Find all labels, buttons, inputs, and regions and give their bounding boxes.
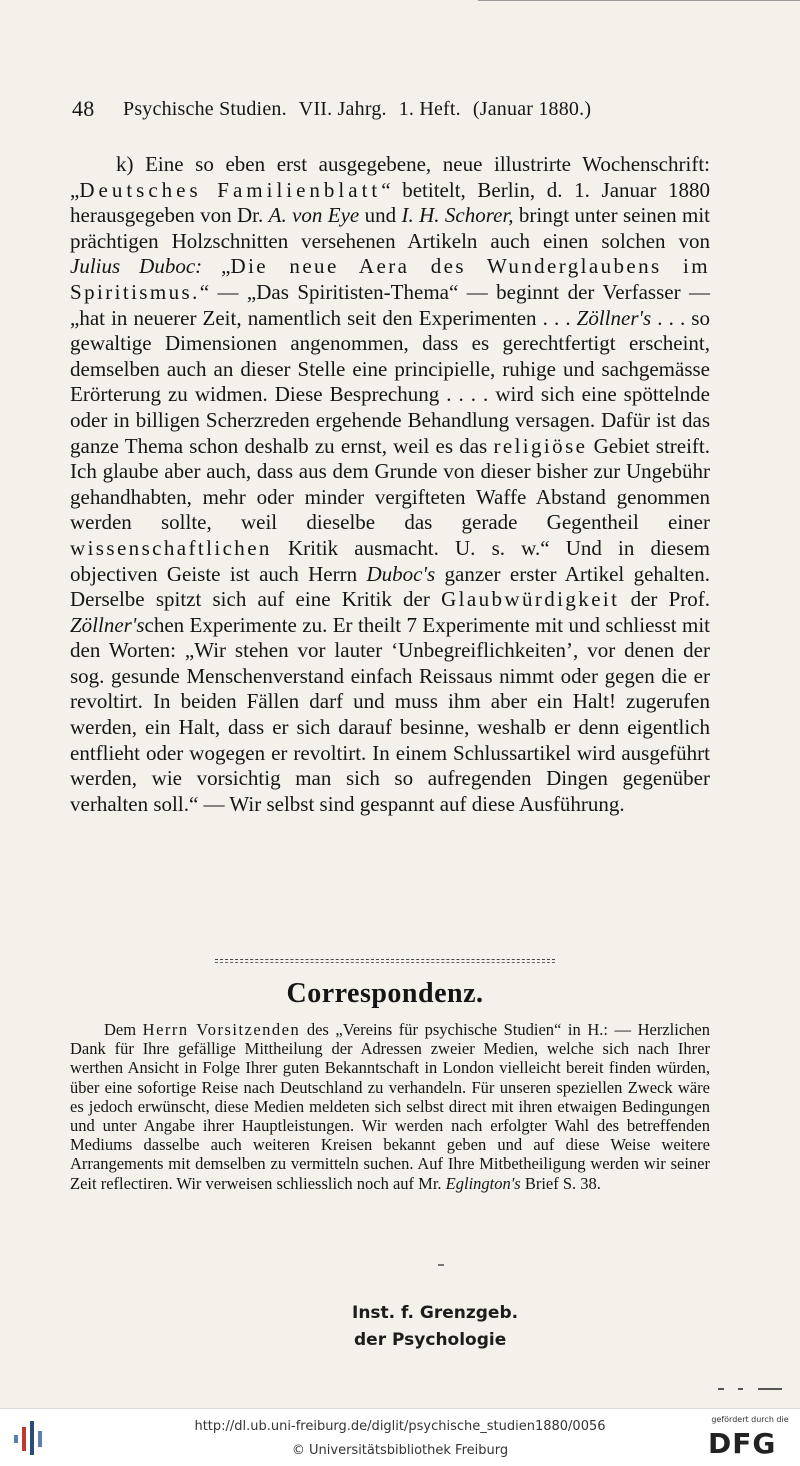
author-name: Duboc's [366,561,436,586]
copyright-notice: © Universitätsbibliothek Freiburg [291,1443,509,1458]
author-name: I. H. Schorer, [401,203,514,228]
correspondence-paragraph [70,1020,710,1193]
author-name: Julius Duboc: [70,254,203,279]
author-name: Eglington's [445,1173,521,1193]
spaced-word: religiöse [493,433,588,458]
text-run: Gebiet streift. Ich glaube aber auch, dass aus dem Grunde von dieser bisher zur Ungebühr gehandhabten, mehr oder minder vergifteten Waffe Abstand genommen werden sollte, weil dieselbe das gerade Gegentheil einer [70,433,711,535]
stamp-line-2: der Psychologie [354,1330,507,1350]
text-run: Dem [104,1020,143,1039]
permalink-url[interactable]: http://dl.ub.uni-freiburg.de/diglit/psychische_studien1880/0056 [194,1419,606,1434]
text-run: Brief S. 38. [520,1173,601,1193]
page-header [70,96,710,128]
text-run: bringt unter seinen mit prächtigen Holzschnitten versehenen Artikeln auch einen solchen von [70,203,710,253]
volume-label: VII. Jahrg. [298,98,387,120]
page-mark [438,1264,444,1266]
spaced-title: Die neue Aera des Wunderglaubens im Spiritismus. [70,254,710,304]
text-run: des „Vereins für psychische Studien“ in H.: — Herzlichen Dank für Ihre gefällige Mittheilung der Adressen zweier Medien, welche sich nach Ihrer werthen Ansicht in Folge Ihrer guten Bekanntschaft in London vielleicht bereit finden würden, über eine sofortige Reise nach Deutschland zu verhandeln. Für unseren speziellen Zweck wäre es jedoch erwünscht, diese Medien meldeten sich selbst direct mit ihren etwaigen Bedingungen und unter Angabe ihrer Hauptleistungen. Wir werden nach erfolgter Wahl des betreffenden Mediums dasselbe auch weiteren Kreisen bekannt geben und auf diese Weise weitere Arrangements mit demselben zu vermitteln suchen. Auf Ihre Mitbetheiligung werden wir seiner Zeit reflectiren. Wir verweisen schliesslich noch auf Mr. [70,1020,710,1193]
author-name: Zöllner's [576,305,652,330]
article-paragraph [70,152,710,817]
text-run: “ — „Das Spiritisten-Thema“ — beginnt der Verfasser — „hat in neuerer Zeit, namentlich seit den Experimenten . . . [70,279,710,330]
text-run: ganzer erster Artikel gehalten. Derselbe spitzt sich auf eine Kritik der [70,561,710,612]
issue-date: (Januar 1880.) [472,98,592,120]
page-number: 48 [72,96,95,121]
dfg-tagline: gefördert durch die [711,1415,789,1424]
author-name: Zöllner's [70,612,145,637]
spaced-word: Glaubwürdigkeit [441,587,620,612]
text-run: „ [202,254,231,279]
article-text [70,152,710,817]
stamp-line-1: Inst. f. Grenzgeb. [352,1303,519,1323]
journal-title: Psychische Studien. [123,98,287,120]
text-run: . . . so gewaltige Dimensionen angenommen, dass es gerechtfertigt erscheint, demselben auch an dieser Stelle eine principielle, ruhige und sachgemässe Erörterung zu widmen. Diese Besprechung . . . . wird sich eine spöttelnde oder in billigen Scherzreden ergehende Behandlung versagen. Dafür ist das ganze Thema schon deshalb zu ernst, weil es das [70,305,710,458]
spaced-addressee: Herrn Vorsitzenden [142,1020,301,1039]
viewer-footer [0,1408,800,1466]
top-edge-line [478,0,800,1]
dfg-wordmark: DFG [708,1427,777,1460]
text-run: der Prof. [619,587,711,612]
dfg-logo-icon[interactable] [706,1415,794,1461]
text-run: “ betitelt, Berlin, d. 1. Januar 1880 herausgegeben von Dr. [70,177,711,228]
text-run: k) Eine so eben erst ausgegebene, neue illustrirte Wochenschrift: „ [70,152,710,202]
spaced-title: Deutsches Familienblatt [79,177,382,202]
text-run: Kritik ausmacht. U. s. w.“ Und in diesem objectiven Geiste ist auch Herrn [70,535,710,586]
scan-edge-marks [710,1388,790,1394]
text-run: und [359,203,402,228]
author-name: A. von Eye [268,203,360,228]
text-run: chen Experimente zu. Er theilt 7 Experimente mit und schliesst mit den Worten: „Wir stehen vor lauter ‘Unbegreiflichkeiten’, vor denen der sog. gesunde Menschenverstand einfach Reissaus nimmt oder gegen die er revoltirt. In beiden Fällen darf und muss ihm aber ein Halt! zugerufen werden, ein Halt, dass er sich darauf besinne, weshalb er denn eigentlich entflieht oder wogegen er revoltirt. In einem Schlussartikel wird ausgeführt werden, wie vorsichtig man sich so aufregenden Dingen gegenüber verhalten soll.“ — Wir selbst sind gespannt auf diese Ausführung. [70,612,710,816]
spaced-word: wissenschaftlichen [70,535,272,560]
issue-label: 1. Heft. [398,98,461,120]
section-divider [215,959,555,963]
section-heading: Correspondenz. [286,978,484,1009]
running-title [123,98,591,121]
library-stamp [352,1300,522,1354]
